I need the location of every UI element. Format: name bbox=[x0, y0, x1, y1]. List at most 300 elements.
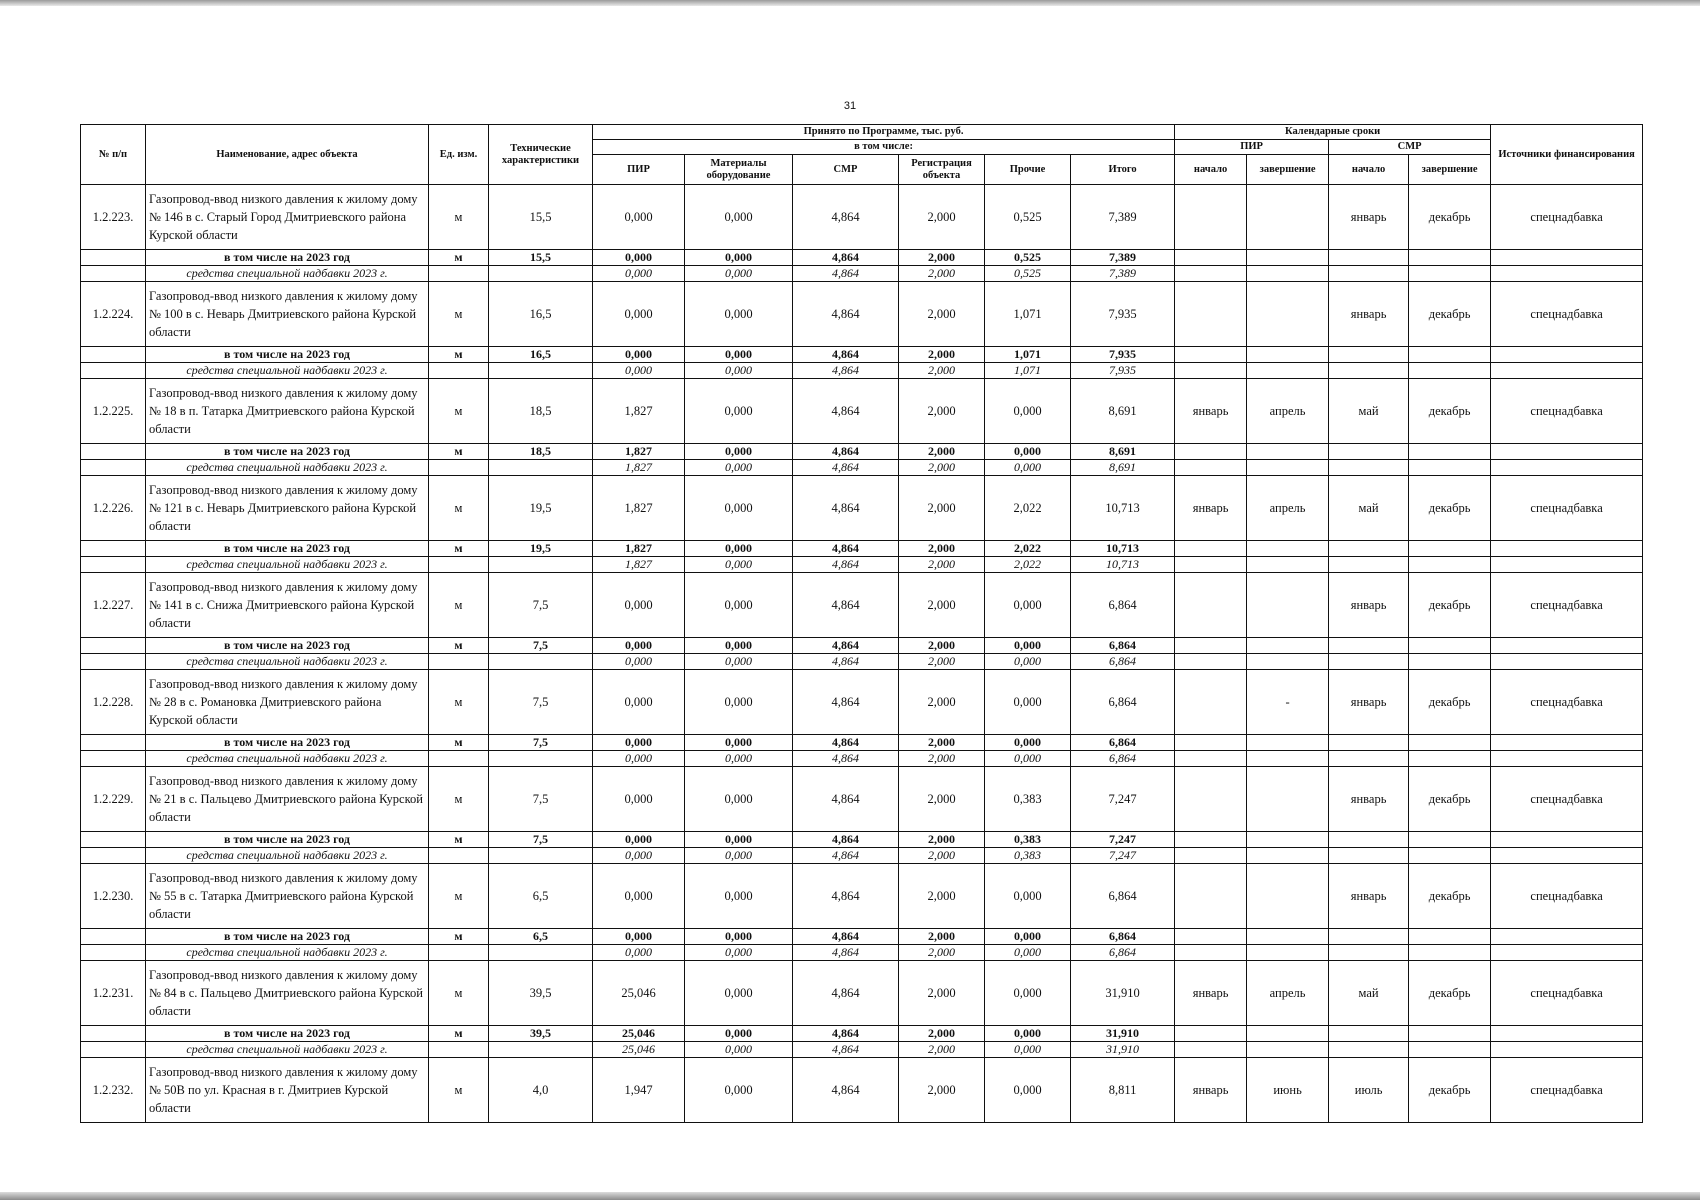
empty-cell bbox=[1491, 945, 1643, 961]
subtotal-tech: 39,5 bbox=[489, 1026, 593, 1042]
empty-cell bbox=[1409, 444, 1491, 460]
subtotal-tech: 6,5 bbox=[489, 929, 593, 945]
pir-start-cell bbox=[1175, 573, 1247, 638]
table-row bbox=[81, 476, 1643, 541]
empty-cell bbox=[1175, 444, 1247, 460]
empty-cell bbox=[1491, 250, 1643, 266]
empty-cell bbox=[1409, 460, 1491, 476]
empty-cell bbox=[81, 444, 146, 460]
subtotal-pir: 1,827 bbox=[593, 541, 685, 557]
empty-cell bbox=[1329, 363, 1409, 379]
empty-cell bbox=[1329, 654, 1409, 670]
empty-cell bbox=[1247, 460, 1329, 476]
funding-other: 1,071 bbox=[985, 363, 1071, 379]
empty-cell bbox=[1329, 945, 1409, 961]
subtotal-materials: 0,000 bbox=[685, 735, 793, 751]
subtotal-pir: 1,827 bbox=[593, 444, 685, 460]
subtotal-other: 0,383 bbox=[985, 832, 1071, 848]
empty-cell bbox=[489, 654, 593, 670]
empty-cell bbox=[81, 363, 146, 379]
smr-start-cell: январь bbox=[1329, 185, 1409, 250]
funding-registration: 2,000 bbox=[899, 1042, 985, 1058]
funding-other: 0,000 bbox=[985, 460, 1071, 476]
funding-pir: 25,046 bbox=[593, 1042, 685, 1058]
header-tech: Технические характеристики bbox=[489, 125, 593, 185]
subtotal-pir: 0,000 bbox=[593, 250, 685, 266]
other-cell: 0,000 bbox=[985, 379, 1071, 444]
empty-cell bbox=[1247, 654, 1329, 670]
subtotal-tech: 15,5 bbox=[489, 250, 593, 266]
smr-start-cell: май bbox=[1329, 379, 1409, 444]
row-number: 1.2.225. bbox=[81, 379, 146, 444]
registration-cell: 2,000 bbox=[899, 379, 985, 444]
smr-end-cell: декабрь bbox=[1409, 767, 1491, 832]
other-cell: 0,000 bbox=[985, 1058, 1071, 1123]
empty-cell bbox=[1175, 363, 1247, 379]
empty-cell bbox=[81, 751, 146, 767]
subtotal-label: в том числе на 2023 год bbox=[146, 347, 429, 363]
funding-pir: 0,000 bbox=[593, 751, 685, 767]
subtotal-label: в том числе на 2023 год bbox=[146, 735, 429, 751]
empty-cell bbox=[1329, 444, 1409, 460]
funding-pir: 1,827 bbox=[593, 460, 685, 476]
smr-start-cell: май bbox=[1329, 961, 1409, 1026]
row-number: 1.2.228. bbox=[81, 670, 146, 735]
header-materials: Материалы оборудование bbox=[685, 155, 793, 185]
subtotal-pir: 0,000 bbox=[593, 929, 685, 945]
empty-cell bbox=[429, 363, 489, 379]
empty-cell bbox=[1175, 832, 1247, 848]
funding-other: 0,000 bbox=[985, 654, 1071, 670]
empty-cell bbox=[1491, 929, 1643, 945]
smr-end-cell: декабрь bbox=[1409, 864, 1491, 929]
funding-registration: 2,000 bbox=[899, 751, 985, 767]
empty-cell bbox=[1491, 654, 1643, 670]
pir-cell: 1,827 bbox=[593, 476, 685, 541]
tech-cell: 6,5 bbox=[489, 864, 593, 929]
empty-cell bbox=[1175, 250, 1247, 266]
funding-row bbox=[81, 945, 1643, 961]
empty-cell bbox=[1247, 735, 1329, 751]
materials-cell: 0,000 bbox=[685, 767, 793, 832]
empty-cell bbox=[1409, 929, 1491, 945]
funding-smr: 4,864 bbox=[793, 1042, 899, 1058]
materials-cell: 0,000 bbox=[685, 185, 793, 250]
smr-start-cell: январь bbox=[1329, 864, 1409, 929]
empty-cell bbox=[81, 460, 146, 476]
subtotal-registration: 2,000 bbox=[899, 250, 985, 266]
subtotal-tech: 19,5 bbox=[489, 541, 593, 557]
tech-cell: 7,5 bbox=[489, 573, 593, 638]
registration-cell: 2,000 bbox=[899, 282, 985, 347]
header-num: № п/п bbox=[81, 125, 146, 185]
registration-cell: 2,000 bbox=[899, 1058, 985, 1123]
empty-cell bbox=[1329, 929, 1409, 945]
funding-smr: 4,864 bbox=[793, 654, 899, 670]
unit-cell: м bbox=[429, 864, 489, 929]
empty-cell bbox=[1247, 929, 1329, 945]
other-cell: 0,000 bbox=[985, 864, 1071, 929]
funding-pir: 0,000 bbox=[593, 363, 685, 379]
funding-label: средства специальной надбавки 2023 г. bbox=[146, 460, 429, 476]
pir-start-cell: январь bbox=[1175, 961, 1247, 1026]
pir-start-cell: январь bbox=[1175, 1058, 1247, 1123]
smr-end-cell: декабрь bbox=[1409, 1058, 1491, 1123]
smr-end-cell: декабрь bbox=[1409, 379, 1491, 444]
empty-cell bbox=[81, 832, 146, 848]
empty-cell bbox=[429, 945, 489, 961]
table-row bbox=[81, 1058, 1643, 1123]
smr-end-cell: декабрь bbox=[1409, 961, 1491, 1026]
empty-cell bbox=[81, 266, 146, 282]
tech-cell: 16,5 bbox=[489, 282, 593, 347]
funding-pir: 0,000 bbox=[593, 654, 685, 670]
empty-cell bbox=[1329, 735, 1409, 751]
tech-cell: 39,5 bbox=[489, 961, 593, 1026]
subtotal-tech: 7,5 bbox=[489, 735, 593, 751]
header-pir-start: начало bbox=[1175, 155, 1247, 185]
registration-cell: 2,000 bbox=[899, 476, 985, 541]
empty-cell bbox=[1491, 541, 1643, 557]
smr-start-cell: январь bbox=[1329, 767, 1409, 832]
empty-cell bbox=[1175, 735, 1247, 751]
empty-cell bbox=[1409, 638, 1491, 654]
smr-end-cell: декабрь bbox=[1409, 282, 1491, 347]
subtotal-other: 0,000 bbox=[985, 638, 1071, 654]
subtotal-materials: 0,000 bbox=[685, 1026, 793, 1042]
subtotal-other: 0,000 bbox=[985, 929, 1071, 945]
table-header bbox=[81, 125, 1643, 185]
empty-cell bbox=[429, 460, 489, 476]
header-funding: Источники финансирования bbox=[1491, 125, 1643, 185]
empty-cell bbox=[489, 460, 593, 476]
header-calendar: Календарные сроки bbox=[1175, 125, 1491, 140]
empty-cell bbox=[1491, 266, 1643, 282]
other-cell: 0,000 bbox=[985, 573, 1071, 638]
empty-cell bbox=[429, 751, 489, 767]
empty-cell bbox=[489, 557, 593, 573]
empty-cell bbox=[1491, 557, 1643, 573]
funding-pir: 1,827 bbox=[593, 557, 685, 573]
registration-cell: 2,000 bbox=[899, 767, 985, 832]
pir-cell: 0,000 bbox=[593, 573, 685, 638]
pir-start-cell bbox=[1175, 670, 1247, 735]
subtotal-total: 8,691 bbox=[1071, 444, 1175, 460]
empty-cell bbox=[81, 848, 146, 864]
object-name: Газопровод-ввод низкого давления к жилому дому № 21 в с. Пальцево Дмитриевского района Курской области bbox=[146, 767, 429, 832]
funding-registration: 2,000 bbox=[899, 460, 985, 476]
subtotal-total: 10,713 bbox=[1071, 541, 1175, 557]
funding-pir: 0,000 bbox=[593, 266, 685, 282]
subtotal-tech: 18,5 bbox=[489, 444, 593, 460]
subtotal-total: 7,389 bbox=[1071, 250, 1175, 266]
funding-smr: 4,864 bbox=[793, 945, 899, 961]
funding-materials: 0,000 bbox=[685, 363, 793, 379]
funding-row bbox=[81, 460, 1643, 476]
other-cell: 0,000 bbox=[985, 961, 1071, 1026]
subtotal-unit: м bbox=[429, 250, 489, 266]
tech-cell: 19,5 bbox=[489, 476, 593, 541]
empty-cell bbox=[429, 557, 489, 573]
materials-cell: 0,000 bbox=[685, 573, 793, 638]
funding-cell: спецнадбавка bbox=[1491, 670, 1643, 735]
empty-cell bbox=[81, 654, 146, 670]
registration-cell: 2,000 bbox=[899, 864, 985, 929]
subtotal-other: 0,525 bbox=[985, 250, 1071, 266]
total-cell: 8,691 bbox=[1071, 379, 1175, 444]
header-pir-end: завершение bbox=[1247, 155, 1329, 185]
empty-cell bbox=[489, 751, 593, 767]
pir-end-cell: апрель bbox=[1247, 476, 1329, 541]
total-cell: 8,811 bbox=[1071, 1058, 1175, 1123]
subtotal-materials: 0,000 bbox=[685, 832, 793, 848]
header-cal-smr: СМР bbox=[1329, 140, 1491, 155]
pir-start-cell bbox=[1175, 767, 1247, 832]
funding-other: 0,383 bbox=[985, 848, 1071, 864]
funding-registration: 2,000 bbox=[899, 654, 985, 670]
subtotal-unit: м bbox=[429, 638, 489, 654]
funding-materials: 0,000 bbox=[685, 848, 793, 864]
empty-cell bbox=[1409, 557, 1491, 573]
materials-cell: 0,000 bbox=[685, 1058, 793, 1123]
empty-cell bbox=[1409, 654, 1491, 670]
empty-cell bbox=[489, 363, 593, 379]
materials-cell: 0,000 bbox=[685, 670, 793, 735]
empty-cell bbox=[81, 1042, 146, 1058]
empty-cell bbox=[1329, 347, 1409, 363]
empty-cell bbox=[81, 541, 146, 557]
total-cell: 6,864 bbox=[1071, 670, 1175, 735]
row-number: 1.2.229. bbox=[81, 767, 146, 832]
subtotal-registration: 2,000 bbox=[899, 832, 985, 848]
pir-cell: 0,000 bbox=[593, 185, 685, 250]
subtotal-other: 0,000 bbox=[985, 735, 1071, 751]
subtotal-smr: 4,864 bbox=[793, 541, 899, 557]
unit-cell: м bbox=[429, 282, 489, 347]
empty-cell bbox=[1491, 1026, 1643, 1042]
smr-cell: 4,864 bbox=[793, 864, 899, 929]
empty-cell bbox=[1329, 1026, 1409, 1042]
empty-cell bbox=[81, 557, 146, 573]
funding-materials: 0,000 bbox=[685, 654, 793, 670]
empty-cell bbox=[1409, 751, 1491, 767]
empty-cell bbox=[1329, 557, 1409, 573]
header-including: в том числе: bbox=[593, 140, 1175, 155]
header-other: Прочие bbox=[985, 155, 1071, 185]
unit-cell: м bbox=[429, 476, 489, 541]
subtotal-other: 1,071 bbox=[985, 347, 1071, 363]
empty-cell bbox=[1175, 751, 1247, 767]
empty-cell bbox=[1491, 638, 1643, 654]
smr-cell: 4,864 bbox=[793, 961, 899, 1026]
funding-cell: спецнадбавка bbox=[1491, 767, 1643, 832]
object-name: Газопровод-ввод низкого давления к жилому дому № 121 в с. Неварь Дмитриевского района Курской области bbox=[146, 476, 429, 541]
total-cell: 10,713 bbox=[1071, 476, 1175, 541]
empty-cell bbox=[1247, 1042, 1329, 1058]
total-cell: 31,910 bbox=[1071, 961, 1175, 1026]
empty-cell bbox=[1329, 848, 1409, 864]
pir-start-cell bbox=[1175, 282, 1247, 347]
subtotal-total: 6,864 bbox=[1071, 638, 1175, 654]
smr-cell: 4,864 bbox=[793, 670, 899, 735]
funding-cell: спецнадбавка bbox=[1491, 476, 1643, 541]
empty-cell bbox=[1247, 347, 1329, 363]
empty-cell bbox=[1409, 735, 1491, 751]
registration-cell: 2,000 bbox=[899, 185, 985, 250]
subtotal-registration: 2,000 bbox=[899, 735, 985, 751]
program-table bbox=[80, 124, 1643, 1123]
subtotal-smr: 4,864 bbox=[793, 347, 899, 363]
subtotal-registration: 2,000 bbox=[899, 444, 985, 460]
empty-cell bbox=[1409, 266, 1491, 282]
subtotal-unit: м bbox=[429, 1026, 489, 1042]
object-name: Газопровод-ввод низкого давления к жилому дому № 84 в с. Пальцево Дмитриевского района Курской области bbox=[146, 961, 429, 1026]
subtotal-registration: 2,000 bbox=[899, 347, 985, 363]
object-name: Газопровод-ввод низкого давления к жилому дому № 50В по ул. Красная в г. Дмитриев Курской области bbox=[146, 1058, 429, 1123]
pir-start-cell bbox=[1175, 185, 1247, 250]
empty-cell bbox=[489, 945, 593, 961]
page-number: 31 bbox=[843, 100, 857, 112]
empty-cell bbox=[1329, 751, 1409, 767]
subtotal-smr: 4,864 bbox=[793, 250, 899, 266]
table-row bbox=[81, 185, 1643, 250]
materials-cell: 0,000 bbox=[685, 961, 793, 1026]
smr-cell: 4,864 bbox=[793, 767, 899, 832]
empty-cell bbox=[429, 654, 489, 670]
row-number: 1.2.224. bbox=[81, 282, 146, 347]
subtotal-pir: 0,000 bbox=[593, 735, 685, 751]
funding-label: средства специальной надбавки 2023 г. bbox=[146, 1042, 429, 1058]
table-row bbox=[81, 670, 1643, 735]
subtotal-tech: 16,5 bbox=[489, 347, 593, 363]
pir-start-cell bbox=[1175, 864, 1247, 929]
funding-smr: 4,864 bbox=[793, 266, 899, 282]
pir-cell: 1,947 bbox=[593, 1058, 685, 1123]
subtotal-materials: 0,000 bbox=[685, 541, 793, 557]
subtotal-other: 2,022 bbox=[985, 541, 1071, 557]
header-smr-end: завершение bbox=[1409, 155, 1491, 185]
table-row bbox=[81, 573, 1643, 638]
subtotal-smr: 4,864 bbox=[793, 929, 899, 945]
smr-end-cell: декабрь bbox=[1409, 670, 1491, 735]
tech-cell: 7,5 bbox=[489, 670, 593, 735]
empty-cell bbox=[429, 848, 489, 864]
funding-cell: спецнадбавка bbox=[1491, 573, 1643, 638]
funding-materials: 0,000 bbox=[685, 266, 793, 282]
subtotal-materials: 0,000 bbox=[685, 444, 793, 460]
tech-cell: 4,0 bbox=[489, 1058, 593, 1123]
funding-cell: спецнадбавка bbox=[1491, 1058, 1643, 1123]
table-row bbox=[81, 767, 1643, 832]
empty-cell bbox=[1409, 1042, 1491, 1058]
subtotal-row bbox=[81, 444, 1643, 460]
funding-total: 7,247 bbox=[1071, 848, 1175, 864]
other-cell: 2,022 bbox=[985, 476, 1071, 541]
funding-total: 10,713 bbox=[1071, 557, 1175, 573]
funding-label: средства специальной надбавки 2023 г. bbox=[146, 363, 429, 379]
funding-pir: 0,000 bbox=[593, 848, 685, 864]
funding-label: средства специальной надбавки 2023 г. bbox=[146, 751, 429, 767]
empty-cell bbox=[81, 929, 146, 945]
empty-cell bbox=[1175, 460, 1247, 476]
empty-cell bbox=[1491, 751, 1643, 767]
funding-total: 7,389 bbox=[1071, 266, 1175, 282]
subtotal-label: в том числе на 2023 год bbox=[146, 1026, 429, 1042]
empty-cell bbox=[1175, 1026, 1247, 1042]
empty-cell bbox=[1329, 460, 1409, 476]
empty-cell bbox=[1491, 848, 1643, 864]
pir-end-cell: апрель bbox=[1247, 961, 1329, 1026]
funding-other: 0,000 bbox=[985, 945, 1071, 961]
pir-start-cell: январь bbox=[1175, 379, 1247, 444]
pir-end-cell bbox=[1247, 185, 1329, 250]
subtotal-total: 6,864 bbox=[1071, 735, 1175, 751]
empty-cell bbox=[1409, 250, 1491, 266]
empty-cell bbox=[1175, 1042, 1247, 1058]
subtotal-row bbox=[81, 735, 1643, 751]
empty-cell bbox=[1175, 347, 1247, 363]
smr-cell: 4,864 bbox=[793, 573, 899, 638]
empty-cell bbox=[1491, 444, 1643, 460]
subtotal-pir: 25,046 bbox=[593, 1026, 685, 1042]
empty-cell bbox=[1329, 250, 1409, 266]
funding-cell: спецнадбавка bbox=[1491, 282, 1643, 347]
header-name: Наименование, адрес объекта bbox=[146, 125, 429, 185]
funding-registration: 2,000 bbox=[899, 848, 985, 864]
object-name: Газопровод-ввод низкого давления к жилому дому № 28 в с. Романовка Дмитриевского района Курской области bbox=[146, 670, 429, 735]
empty-cell bbox=[1247, 557, 1329, 573]
other-cell: 0,383 bbox=[985, 767, 1071, 832]
subtotal-label: в том числе на 2023 год bbox=[146, 541, 429, 557]
smr-start-cell: июль bbox=[1329, 1058, 1409, 1123]
empty-cell bbox=[1491, 347, 1643, 363]
empty-cell bbox=[1409, 541, 1491, 557]
subtotal-label: в том числе на 2023 год bbox=[146, 832, 429, 848]
pir-end-cell: апрель bbox=[1247, 379, 1329, 444]
subtotal-row bbox=[81, 832, 1643, 848]
subtotal-unit: м bbox=[429, 832, 489, 848]
subtotal-other: 0,000 bbox=[985, 444, 1071, 460]
empty-cell bbox=[1175, 557, 1247, 573]
subtotal-materials: 0,000 bbox=[685, 250, 793, 266]
subtotal-materials: 0,000 bbox=[685, 347, 793, 363]
empty-cell bbox=[1329, 832, 1409, 848]
table-row bbox=[81, 961, 1643, 1026]
funding-materials: 0,000 bbox=[685, 751, 793, 767]
empty-cell bbox=[1247, 945, 1329, 961]
empty-cell bbox=[489, 266, 593, 282]
empty-cell bbox=[1409, 832, 1491, 848]
funding-materials: 0,000 bbox=[685, 460, 793, 476]
funding-materials: 0,000 bbox=[685, 945, 793, 961]
empty-cell bbox=[1247, 541, 1329, 557]
subtotal-other: 0,000 bbox=[985, 1026, 1071, 1042]
funding-materials: 0,000 bbox=[685, 1042, 793, 1058]
materials-cell: 0,000 bbox=[685, 379, 793, 444]
subtotal-smr: 4,864 bbox=[793, 735, 899, 751]
smr-start-cell: январь bbox=[1329, 670, 1409, 735]
funding-smr: 4,864 bbox=[793, 557, 899, 573]
subtotal-registration: 2,000 bbox=[899, 1026, 985, 1042]
funding-smr: 4,864 bbox=[793, 460, 899, 476]
subtotal-row bbox=[81, 250, 1643, 266]
header-cal-pir: ПИР bbox=[1175, 140, 1329, 155]
subtotal-row bbox=[81, 638, 1643, 654]
materials-cell: 0,000 bbox=[685, 476, 793, 541]
subtotal-total: 6,864 bbox=[1071, 929, 1175, 945]
empty-cell bbox=[1329, 1042, 1409, 1058]
funding-label: средства специальной надбавки 2023 г. bbox=[146, 654, 429, 670]
